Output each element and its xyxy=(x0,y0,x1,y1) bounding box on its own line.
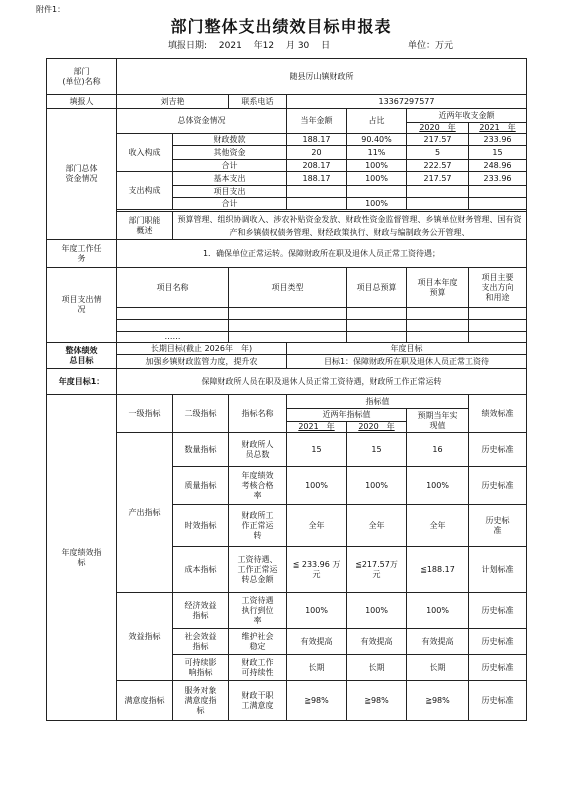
value-2021-cell: 有效提高 xyxy=(287,629,347,655)
value-2020-cell: 长期 xyxy=(347,655,407,681)
indicator-name-cell: 维护社会 稳定 xyxy=(229,629,287,655)
value-2020-cell: 全年 xyxy=(347,505,407,547)
function-text: 预算管理、组织协调收入、涉农补贴资金发放、财政性资金监督管理、乡镇单位财务管理、国有资产和乡镇债权债务管理、财经政策执行、财政与编制政务公开管理、 xyxy=(173,212,527,240)
function-label: 部门职能 概述 xyxy=(117,212,173,240)
project-type-header: 项目类型 xyxy=(229,268,347,308)
value-2020-cell: 100% xyxy=(347,467,407,505)
income-total-current: 208.17 xyxy=(287,160,347,172)
benefit-indicators-label: 效益指标 xyxy=(117,593,173,681)
goal1-row xyxy=(47,369,527,395)
annual-task-row xyxy=(47,240,527,268)
expense-row xyxy=(47,172,527,186)
income-item-name: 财政拨款 xyxy=(173,134,287,146)
level2-cell: 成本指标 xyxy=(173,547,229,593)
value-2021-cell: 长期 xyxy=(287,655,347,681)
income-total-2021: 248.96 xyxy=(469,160,527,172)
expense-item-name: 基本支出 xyxy=(173,172,287,186)
function-row xyxy=(47,212,527,240)
phone-label: 联系电话 xyxy=(229,95,287,109)
expense-total-label: 合计 xyxy=(173,198,287,210)
expense-current: 188.17 xyxy=(287,172,347,186)
project-direction-cell xyxy=(469,320,527,332)
expense-total-2021 xyxy=(469,198,527,210)
project-budget-cell xyxy=(347,320,407,332)
project-type-cell xyxy=(229,320,347,332)
value-2020-cell: 有效提高 xyxy=(347,629,407,655)
income-2020: 217.57 xyxy=(407,134,469,146)
recent-values-header: 近两年指标值 xyxy=(287,409,407,422)
annual-goal-text: 目标1：保障财政所在职及退休人员正常工资待 xyxy=(287,355,527,369)
output-indicators-label: 产出指标 xyxy=(117,433,173,593)
income-current: 188.17 xyxy=(287,134,347,146)
expected-cell: 全年 xyxy=(407,505,469,547)
expected-cell: 100% xyxy=(407,467,469,505)
level2-cell: 经济效益 指标 xyxy=(173,593,229,629)
indicator-row xyxy=(47,681,527,721)
income-2021: 15 xyxy=(469,146,527,160)
level2-header: 二级指标 xyxy=(173,395,229,433)
expense-current xyxy=(287,186,347,198)
indicator-name-cell: 财政干职 工满意度 xyxy=(229,681,287,721)
expense-total-ratio: 100% xyxy=(347,198,407,210)
standard-header: 绩效标准 xyxy=(469,395,527,433)
value-2021-cell: 15 xyxy=(287,433,347,467)
standard-cell: 历史标准 xyxy=(469,629,527,655)
expected-value-header: 预期当年实 现值 xyxy=(407,409,469,433)
income-2021: 233.96 xyxy=(469,134,527,146)
project-direction-header: 项目主要 支出方向 和用途 xyxy=(469,268,527,308)
value-2021-cell: ≧98% xyxy=(287,681,347,721)
level2-cell: 时效指标 xyxy=(173,505,229,547)
project-type-cell xyxy=(229,308,347,320)
indicator-value-header: 指标值 xyxy=(287,395,469,409)
income-current: 20 xyxy=(287,146,347,160)
phone-number: 13367297577 xyxy=(287,95,527,109)
satisfaction-indicators-label: 满意度指标 xyxy=(117,681,173,721)
indicator-row xyxy=(47,593,527,629)
project-row xyxy=(47,308,527,320)
funds-label: 部门总体 资金情况 xyxy=(47,109,117,240)
expected-cell: 有效提高 xyxy=(407,629,469,655)
document-title: 部门整体支出绩效目标申报表 xyxy=(170,17,392,36)
expense-2021: 233.96 xyxy=(469,172,527,186)
expense-item-name: 项目支出 xyxy=(173,186,287,198)
annual-task-text: 1．确保单位正常运转。保障财政所在职及退休人员正常工资待遇； xyxy=(117,240,527,268)
income-total-label: 合计 xyxy=(173,160,287,172)
filler-name: 刘吉艳 xyxy=(117,95,229,109)
project-ellipsis-row xyxy=(47,332,527,343)
standard-cell: 历史标准 xyxy=(469,593,527,629)
year-2020-header: 2020 年 xyxy=(347,422,407,433)
income-item-name: 其他资金 xyxy=(173,146,287,160)
project-year-cell xyxy=(407,308,469,320)
indicator-name-cell: 工资待遇 执行到位 率 xyxy=(229,593,287,629)
expected-cell: 长期 xyxy=(407,655,469,681)
income-ratio: 90.40% xyxy=(347,134,407,146)
expense-total-current xyxy=(287,198,347,210)
year-2021-header: 2021 年 xyxy=(287,422,347,433)
standard-cell: 历史标准 xyxy=(469,655,527,681)
project-type-cell xyxy=(229,332,347,343)
indicator-name-header: 指标名称 xyxy=(229,395,287,433)
year-2020-label: 2020 年 xyxy=(407,123,469,134)
level2-cell: 服务对象 满意度指 标 xyxy=(173,681,229,721)
project-name-cell xyxy=(117,308,229,320)
indicator-row xyxy=(47,433,527,467)
income-ratio: 11% xyxy=(347,146,407,160)
annual-goal-label: 年度目标 xyxy=(287,343,527,355)
indicator-name-cell: 工资待遇、 工作正常运 转总金额 xyxy=(229,547,287,593)
income-2020: 5 xyxy=(407,146,469,160)
indicator-name-cell: 财政所工 作正常运 转 xyxy=(229,505,287,547)
overall-header-row xyxy=(47,343,527,355)
level2-cell: 数量指标 xyxy=(173,433,229,467)
current-amount-label: 当年金额 xyxy=(287,109,347,134)
dept-row xyxy=(47,59,527,95)
goal1-label: 年度目标1： xyxy=(47,369,117,395)
expense-2020: 217.57 xyxy=(407,172,469,186)
value-2020-cell: 100% xyxy=(347,593,407,629)
form-table xyxy=(46,58,527,721)
funds-header-row-1 xyxy=(47,109,527,123)
expense-2021 xyxy=(469,186,527,198)
value-2021-cell: 100% xyxy=(287,593,347,629)
expense-ratio xyxy=(347,186,407,198)
project-name-cell xyxy=(117,320,229,332)
annual-task-label: 年度工作任 务 xyxy=(47,240,117,268)
indicators-header-row-1 xyxy=(47,395,527,409)
value-2020-cell: ≦217.57万 元 xyxy=(347,547,407,593)
value-2021-cell: 100% xyxy=(287,467,347,505)
expense-total-2020 xyxy=(407,198,469,210)
overall-value-row xyxy=(47,355,527,369)
project-ellipsis: …… xyxy=(117,332,229,343)
standard-cell: 计划标准 xyxy=(469,547,527,593)
indicator-name-cell: 财政所人 员总数 xyxy=(229,433,287,467)
expected-cell: 16 xyxy=(407,433,469,467)
expense-ratio: 100% xyxy=(347,172,407,186)
expected-cell: ≦188.17 xyxy=(407,547,469,593)
expected-cell: 100% xyxy=(407,593,469,629)
filler-row xyxy=(47,95,527,109)
projects-label: 项目支出情 况 xyxy=(47,268,117,343)
value-2020-cell: 15 xyxy=(347,433,407,467)
overall-label: 整体绩效 总目标 xyxy=(47,343,117,369)
project-name-header: 项目名称 xyxy=(117,268,229,308)
income-row xyxy=(47,134,527,146)
expense-label: 支出构成 xyxy=(117,172,173,210)
indicator-name-cell: 财政工作 可持续性 xyxy=(229,655,287,681)
project-direction-cell xyxy=(469,308,527,320)
project-row xyxy=(47,320,527,332)
annex-label: 附件1： xyxy=(36,5,66,14)
project-budget-cell xyxy=(347,308,407,320)
value-2021-cell: 全年 xyxy=(287,505,347,547)
level2-cell: 社会效益 指标 xyxy=(173,629,229,655)
expense-2020 xyxy=(407,186,469,198)
income-total-2020: 222.57 xyxy=(407,160,469,172)
long-term-label: 长期目标(截止 2026年 年) xyxy=(117,343,287,355)
income-total-ratio: 100% xyxy=(347,160,407,172)
indicator-name-cell: 年度绩效 考核合格 率 xyxy=(229,467,287,505)
dept-name: 随县厉山镇财政所 xyxy=(117,59,527,95)
dept-label: 部门 (单位)名称 xyxy=(47,59,117,95)
ratio-label: 占比 xyxy=(347,109,407,134)
year-2021-label: 2021 年 xyxy=(469,123,527,134)
project-year-cell xyxy=(407,320,469,332)
value-2020-cell: ≧98% xyxy=(347,681,407,721)
goal1-text: 保障财政所人员在职及退休人员正常工资待遇，财政所工作正常运转 xyxy=(117,369,527,395)
project-budget-cell xyxy=(347,332,407,343)
project-year-budget-header: 项目本年度 预算 xyxy=(407,268,469,308)
project-direction-cell xyxy=(469,332,527,343)
projects-header-row xyxy=(47,268,527,308)
long-term-text: 加强乡镇财政监管力度，提升农 xyxy=(117,355,287,369)
filler-label: 填报人 xyxy=(47,95,117,109)
project-year-cell xyxy=(407,332,469,343)
expected-cell: ≧98% xyxy=(407,681,469,721)
project-budget-header: 项目总预算 xyxy=(347,268,407,308)
level1-header: 一级指标 xyxy=(117,395,173,433)
fill-date: 填报日期: 2021 年12 月 30 日 xyxy=(168,41,331,51)
income-label: 收入构成 xyxy=(117,134,173,172)
indicators-label: 年度绩效指 标 xyxy=(47,395,117,721)
standard-cell: 历史标准 xyxy=(469,681,527,721)
unit-label: 单位：万元 xyxy=(408,41,454,51)
recent-amount-label: 近两年收支金额 xyxy=(407,109,527,123)
standard-cell: 历史标准 xyxy=(469,433,527,467)
level2-cell: 可持续影 响指标 xyxy=(173,655,229,681)
standard-cell: 历史标准 xyxy=(469,467,527,505)
value-2021-cell: ≦ 233.96 万 元 xyxy=(287,547,347,593)
total-funds-label: 总体资金情况 xyxy=(117,109,287,134)
level2-cell: 质量指标 xyxy=(173,467,229,505)
standard-cell: 历史标 准 xyxy=(469,505,527,547)
